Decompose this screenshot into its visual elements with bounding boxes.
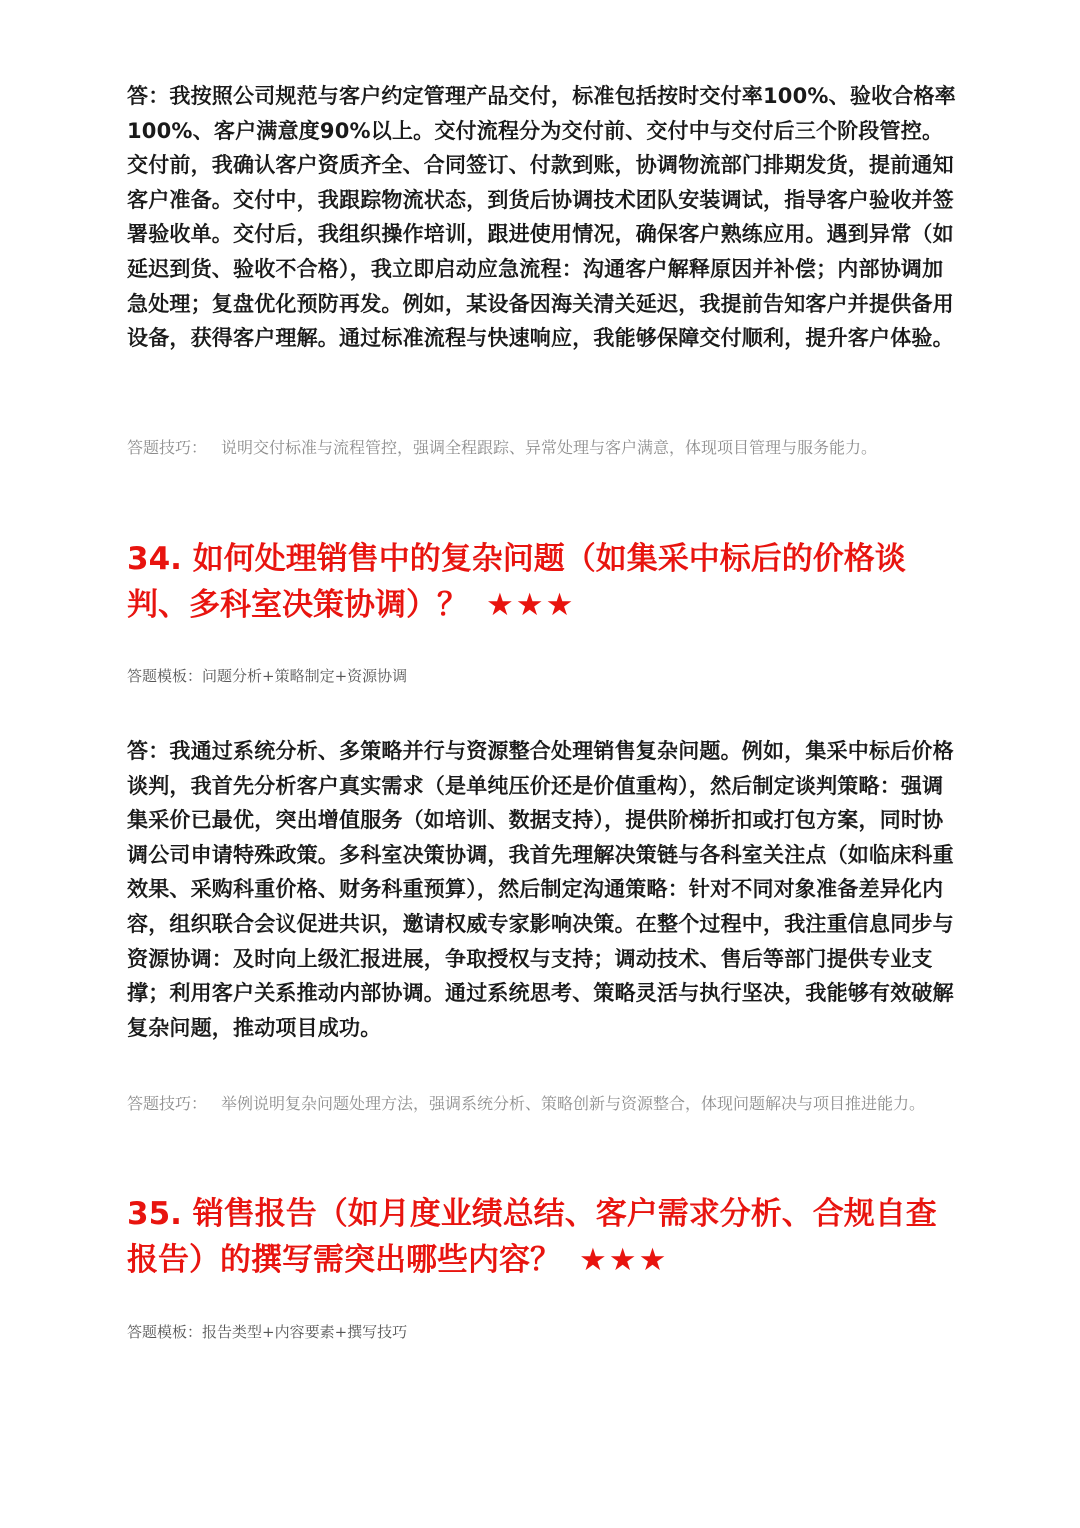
tip-text: 说明交付标准与流程管控，强调全程跟踪、异常处理与客户满意，体现项目管理与服务能力。 xyxy=(221,438,878,457)
tip-label: 答题技巧： xyxy=(127,438,208,457)
question-title: 35. 销售报告（如月度业绩总结、客户需求分析、合规自查报告）的撰写需突出哪些内容？ xyxy=(127,1196,937,1278)
answer-paragraph-34: 答：我通过系统分析、多策略并行与资源整合处理销售复杂问题。例如，集采中标后价格谈判，我首先分析客户真实需求（是单纯压价还是价值重构），然后制定谈判策略：强调集采价已最优，突出增值服务（如培训、数据支持），提供阶梯折扣或打包方案，同时协调公司申请特殊政策。多科室决策协调，我首先理解决策链与各科室关注点（如临床科重效果、采购科重价格、财务科重预算），然后制定沟通策略：针对不同对象准备差异化内容，组织联合会议促进共识，邀请权威专家影响决策。在整个过程中，我注重信息同步与资源协调：及时向上级汇报进展，争取授权与支持；调动技术、售后等部门提供专业支撑；利用客户关系推动内部协调。通过系统思考、策略灵活与执行坚决，我能够有效破解复杂问题，推动项目成功。 xyxy=(127,739,954,1040)
tip-label: 答题技巧： xyxy=(127,1094,208,1113)
answer-tip-34 xyxy=(127,1089,937,1119)
question-title: 34. 如何处理销售中的复杂问题（如集采中标后的价格谈判、多科室决策协调）？ xyxy=(127,541,906,623)
question-heading-35 xyxy=(127,1191,957,1283)
tip-text: 举例说明复杂问题处理方法，强调系统分析、策略创新与资源整合，体现问题解决与项目推进能力。 xyxy=(221,1094,926,1113)
answer-paragraph-33: 答：我按照公司规范与客户约定管理产品交付，标准包括按时交付率100%、验收合格率100%、客户满意度90%以上。交付流程分为交付前、交付中与交付后三个阶段管控。交付前，我确认客户资质齐全、合同签订、付款到账，协调物流部门排期发货，提前通知客户准备。交付中，我跟踪物流状态，到货后协调技术团队安装调试，指导客户验收并签署验收单。交付后，我组织操作培训，跟进使用情况，确保客户熟练应用。遇到异常（如延迟到货、验收不合格），我立即启动应急流程：沟通客户解释原因并补偿；内部协调加急处理；复盘优化预防再发。例如，某设备因海关清关延迟，我提前告知客户并提供备用设备，获得客户理解。通过标准流程与快速响应，我能够保障交付顺利，提升客户体验。 xyxy=(127,84,956,351)
difficulty-stars: ★★★ xyxy=(579,1242,669,1278)
answer-tip-33 xyxy=(127,433,937,463)
answer-template-35: 答题模板：报告类型+内容要素+撰写技巧 xyxy=(127,1323,408,1341)
answer-template-34: 答题模板：问题分析+策略制定+资源协调 xyxy=(127,667,408,685)
question-heading-34 xyxy=(127,536,957,628)
difficulty-stars: ★★★ xyxy=(486,587,576,623)
